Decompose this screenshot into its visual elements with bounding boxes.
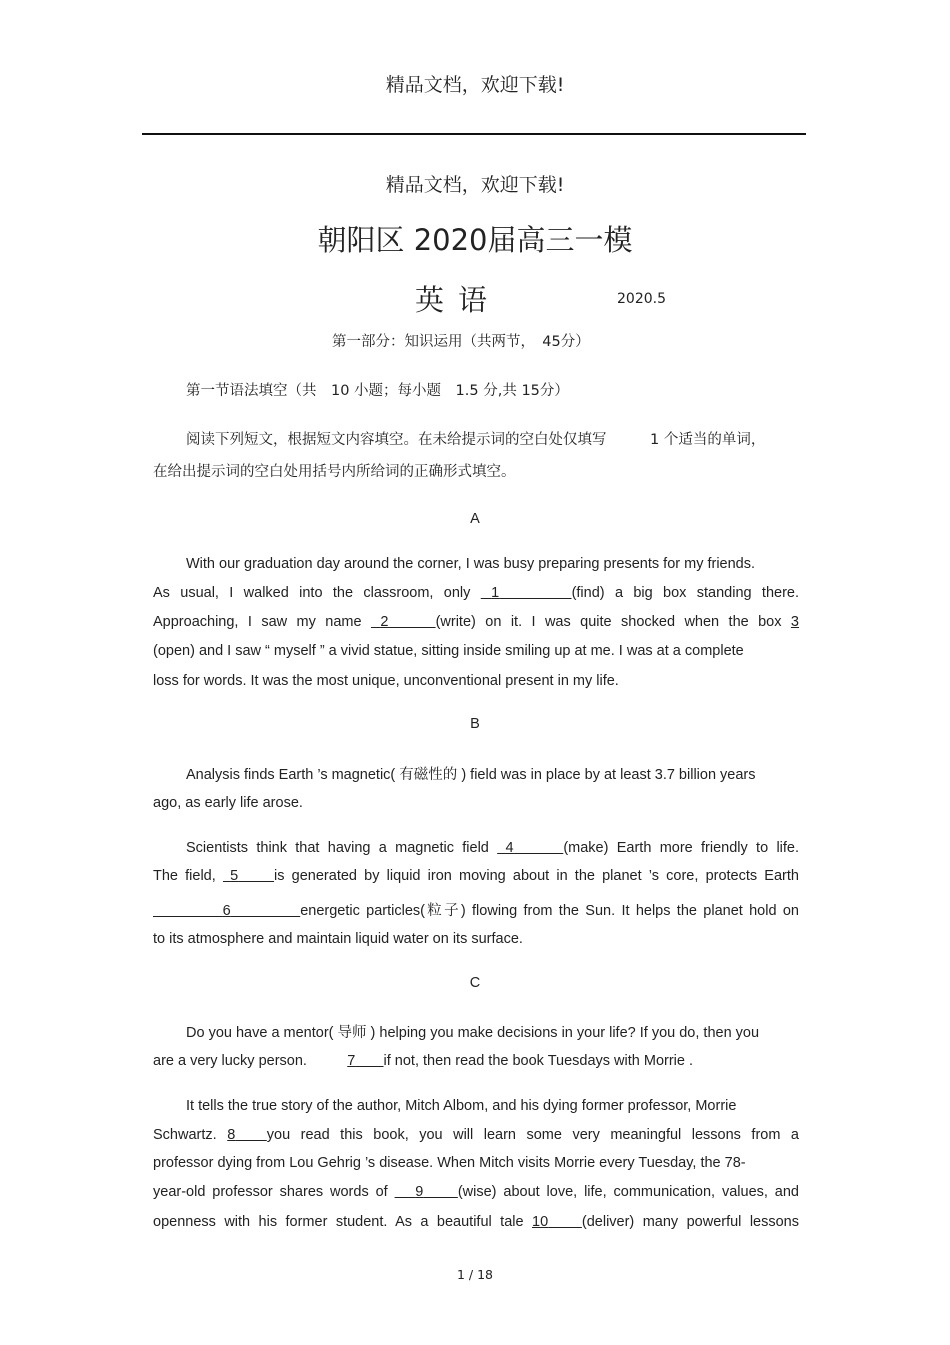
passage-c-line-1: Do you have a mentor( 导师 ) helping you make decisions in your life? If you do, then you [186,1025,760,1041]
blank-8: 8 [227,1127,236,1143]
passage-b-line-5: 6 energetic particles(粒子) flowing from the Sun. It helps the planet hold on [153,899,799,920]
subject-title: 英语 [415,283,502,317]
passage-a-line-3: Approaching, I saw my name 2 (write) on it. I was quite shocked when the box 3 [153,614,799,630]
instructions-line-2: 在给出提示词的空白处用括号内所给词的正确形式填空。 [153,464,516,480]
passage-a-line-5: loss for words. It was the most unique, unconventional present in my life. [153,673,619,689]
passage-c-line-6: year-old professor shares words of 9 (wise) about love, life, communication, values, and [153,1184,799,1200]
passage-a-line-1: With our graduation day around the corner, I was busy preparing presents for my friends. [186,556,756,572]
part-heading: 第一部分：知识运用（共两节， 45分） [332,334,590,350]
passage-c-line-4: Schwartz. 8 you read this book, you will learn some very meaningful lessons from a [153,1127,800,1143]
page-number: 1 / 18 [456,1267,494,1282]
exam-date: 2020.5 [617,291,666,307]
blank-10: 10 [532,1214,549,1230]
blank-9: 9 [415,1184,424,1200]
sub-banner: 精品文档，欢迎下载! [385,174,565,196]
header-divider [142,133,806,135]
passage-c-label: C [469,975,481,991]
passage-c-line-3: It tells the true story of the author, Mitch Albom, and his dying former professor, Morrie [186,1098,737,1114]
blank-7: 7 [347,1053,356,1069]
passage-c-line-5: professor dying from Lou Gehrig ’s disease. When Mitch visits Morrie every Tuesday, the 78- [153,1155,746,1171]
passage-b-line-2: ago, as early life arose. [153,795,303,811]
instructions-line-1: 阅读下列短文，根据短文内容填空。在未给提示词的空白处仅填写 1 个适当的单词， [186,432,766,448]
passage-b-line-3: Scientists think that having a magnetic field 4 (make) Earth more friendly to life. [186,840,800,856]
blank-6: 6 [222,903,231,919]
exam-title: 朝阳区 2020届高三一模 [317,223,633,257]
passage-a-line-4: (open) and I saw “ myself ” a vivid statue, sitting inside smiling up at me. I was at a complete [153,643,744,659]
blank-5: 5 [230,868,239,884]
page-header-banner: 精品文档，欢迎下载! [385,74,565,96]
passage-c-line-2: are a very lucky person. 7 if not, then read the book Tuesdays with Morrie . [153,1053,694,1069]
section-heading: 第一节语法填空（共 10 小题；每小题 1.5 分,共 15分） [186,383,569,399]
passage-c-line-7: openness with his former student. As a beautiful tale 10 (deliver) many powerful lessons [153,1214,799,1230]
blank-3: 3 [790,614,799,630]
blank-2: 2 [380,614,389,630]
passage-a-label: A [470,511,480,527]
blank-1: 1 [491,585,500,601]
passage-b-line-4: The field, 5 is generated by liquid iron moving about in the planet ’s core, protects Earth [153,868,799,884]
passage-b-line-6: to its atmosphere and maintain liquid water on its surface. [153,931,523,947]
passage-b-line-1: Analysis finds Earth ’s magnetic( 有磁性的 ) field was in place by at least 3.7 billion years [186,767,756,783]
passage-a-line-2: As usual, I walked into the classroom, only 1 (find) a big box standing there. [153,585,799,601]
passage-b-label: B [470,716,480,732]
blank-4: 4 [505,840,514,856]
